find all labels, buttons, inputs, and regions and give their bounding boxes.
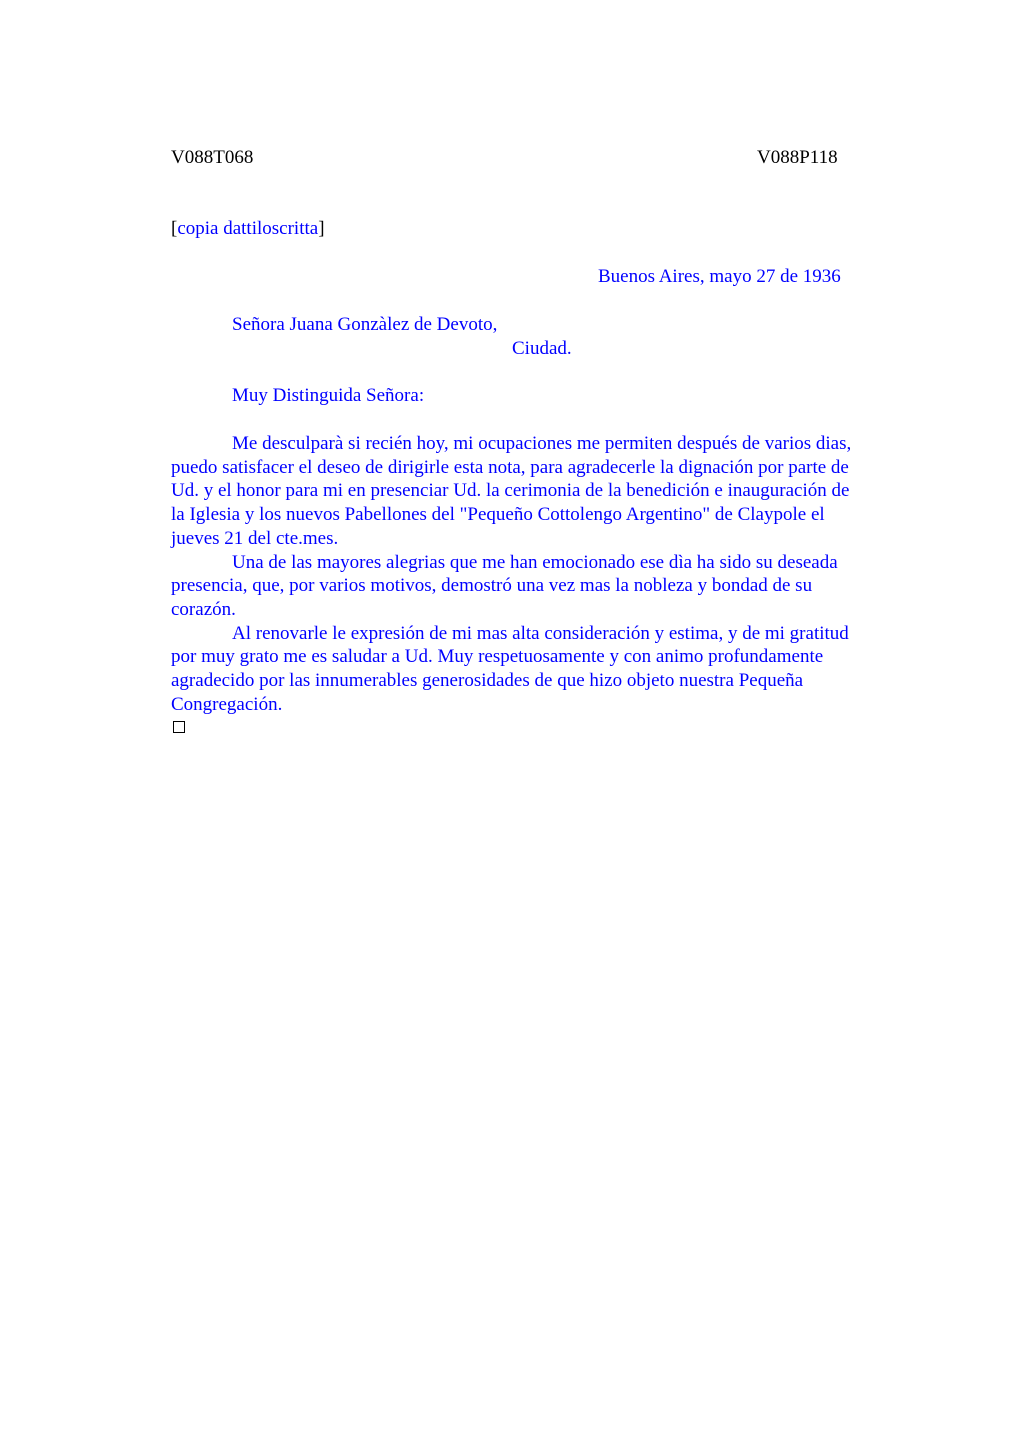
reference-code-left: V088T068 [171, 147, 254, 168]
letter-city: Ciudad. [512, 338, 572, 359]
paragraph-line: jueves 21 del cte.mes. [171, 527, 339, 549]
copy-note-text: copia dattiloscritta [177, 218, 319, 239]
paragraph-line: Me desculparà si recién hoy, mi ocupaciones me permiten después de varios dias, [232, 433, 852, 454]
paragraph-line: presencia, que, por varios motivos, demostró una vez mas la nobleza y bondad de su [171, 575, 813, 597]
paragraph-line: Una de las mayores alegrias que me han emocionado ese dìa ha sido su deseada [232, 551, 838, 573]
letter-paragraph [171, 622, 911, 717]
reference-code-right: V088P118 [757, 147, 838, 168]
letter-salutation: Muy Distinguida Señora: [232, 385, 425, 406]
paragraph-line: Al renovarle le expresión de mi mas alta consideración y estima, y de mi gratitud [232, 622, 849, 644]
paragraph-line: Ud. y el honor para mi en presenciar Ud. la cerimonia de la benedición e inauguración de [171, 480, 850, 502]
end-marker-box-icon [173, 721, 185, 733]
paragraph-line: por muy grato me es saludar a Ud. Muy respetuosamente y con animo profundamente [171, 646, 824, 668]
paragraph-line: corazón. [171, 598, 236, 620]
copy-note [171, 217, 325, 241]
copy-note-open-bracket: [ [171, 218, 178, 239]
paragraph-line: la Iglesia y los nuevos Pabellones del "Pequeño Cottolengo Argentino" de Claypole el [171, 504, 825, 526]
letter-date: Buenos Aires, mayo 27 de 1936 [598, 266, 841, 287]
copy-note-close-bracket: ] [318, 218, 325, 239]
letter-paragraph [171, 432, 911, 551]
letter-addressee: Señora Juana Gonzàlez de Devoto, [232, 314, 498, 335]
letter-body [171, 432, 911, 716]
paragraph-line: Congregación. [171, 693, 283, 715]
letter-paragraph [171, 551, 911, 622]
paragraph-line: agradecido por las innumerables generosidades de que hizo objeto nuestra Pequeña [171, 670, 804, 692]
paragraph-line: puedo satisfacer el deseo de dirigirle esta nota, para agradecerle la dignación por parte de [171, 456, 849, 478]
